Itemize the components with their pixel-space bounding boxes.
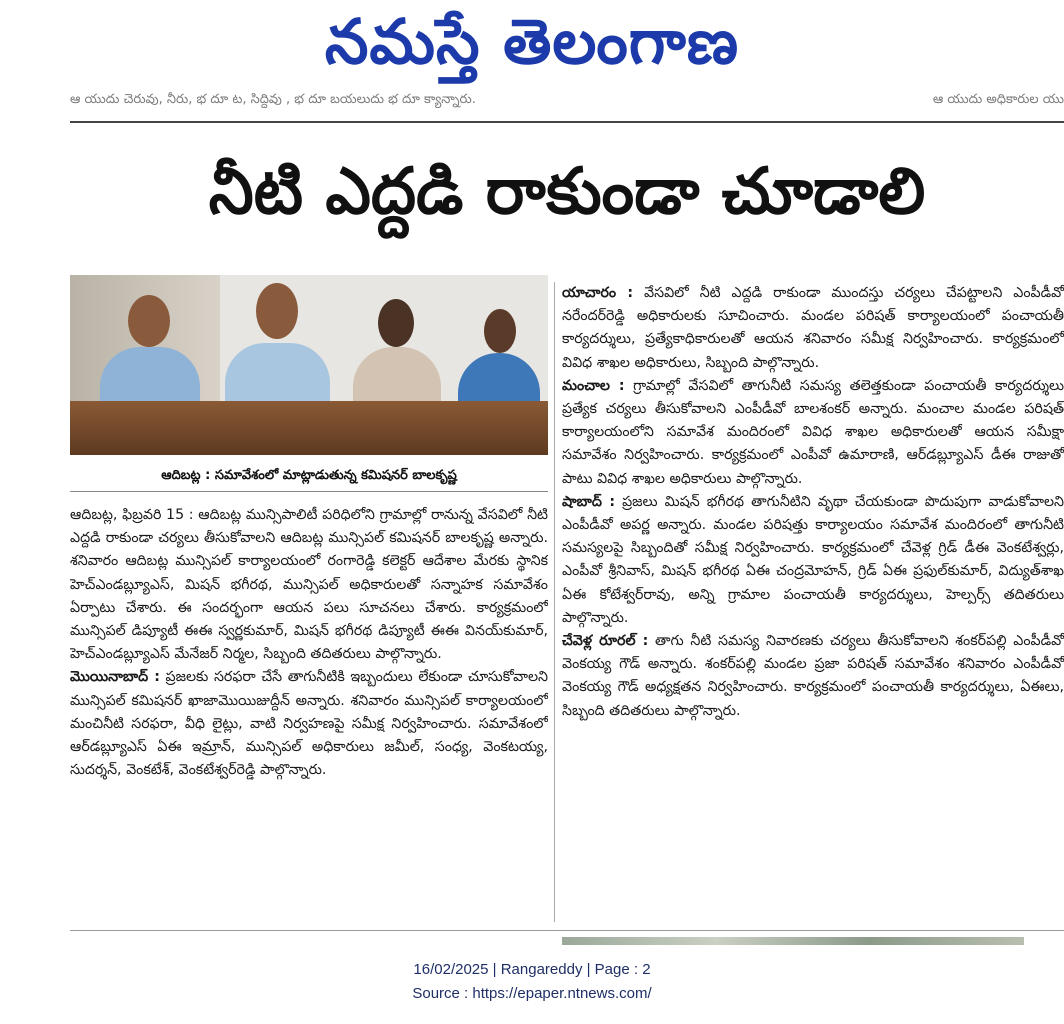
para-text: గ్రామాల్లో వేసవిలో తాగునీటి సమస్య తలెత్తకుండా పంచాయతీ కార్యదర్శులు ప్రత్యేక చర్యలు తీసుకోవాలని ఎంపీడీవో బాలశంకర్ అన్నారు. మంచాల మండల పరిషత్ కార్యాలయంలోని సమావేశ మందిరంలో వివిధ శాఖల అధికారులతో ఆయన సమీక్షా సమావేశం నిర్వహించారు. కార్యక్రమంలో ఎంపీవో ఉమారాణి, ఆర్‌డబ్ల్యూఎస్ డీఈ రాజుతో పాటు వివిధ శాఖల అధికారులు పాల్గొన్నారు. (562, 377, 1064, 487)
top-strip-right: ఆ యుదు అధికారుల యు (932, 92, 1064, 107)
photo-head-4 (484, 309, 516, 353)
photo-head-3 (378, 299, 414, 347)
top-strip-left: ఆ యుదు చెరువు, నీరు, భ దూ ట, సిద్దివు , భ దూ బయలుదు భ దూ క్యాన్నారు. (70, 92, 476, 107)
para-text: వేసవిలో నీటి ఎద్దడి రాకుండా ముందస్తు చర్యలు చేపట్టాలని ఎంపీడీవో నరేందర్‌రెడ్డి అధికారులకు సూచించారు. మండల పరిషత్ కార్యాలయంలో పంచాయతీ కార్యదర్శులు, ప్రత్యేకాధికారులతో ఆయన శనివారం సమీక్ష నిర్వహించారు. కార్యక్రమంలో వివిధ శాఖల అధికారులు, సిబ్బంది పాల్గొన్నారు. (562, 285, 1064, 371)
right-para-2 (562, 375, 1064, 491)
place-name: షాబాద్ : (562, 493, 616, 510)
top-strip (70, 92, 1064, 114)
footer-date-edition: 16/02/2025 | Rangareddy | Page : 2 (413, 961, 651, 978)
footer-source: Source : https://epaper.ntnews.com/ (412, 985, 652, 1002)
right-column (562, 282, 1064, 922)
footer (0, 958, 1064, 1006)
para-text: ప్రజలు మిషన్ భగీరథ తాగునీటిని వృథా చేయకుండా పొదుపుగా వాడుకోవాలని ఎంపీడీవో అపర్ణ అన్నారు. మండల పరిషత్తు కార్యాలయం సమావేశ మందిరంలో తాగునీటి సమస్యలపై సిబ్బందితో సమీక్ష నిర్వహించారు. కార్యక్రమంలో చేవెళ్ల గ్రిడ్ డీఈ వెంకటేశ్వర్లు, ఎంపీవో శ్రీనివాస్, మిషన్ భగీరథ ఏఈ చంద్రమోహన్, గ్రిడ్ ఏఈ ప్రఫుల్‌కుమార్, విద్యుత్‌శాఖ ఏఈ కోటేశ్వర్‌రావు, అన్ని గ్రామాల పంచాయతీ కార్యదర్శులు, హెల్పర్స్ తదితరులు పాల్గొన్నారు. (562, 493, 1064, 626)
right-para-3 (562, 491, 1064, 630)
place-name: యాచారం : (562, 285, 634, 301)
place-name: మంచాల : (562, 377, 625, 394)
masthead-title: నమస్తే తెలంగాణ (324, 5, 740, 78)
photo-head-2 (256, 283, 298, 339)
left-para-2 (70, 666, 548, 782)
top-rule (70, 121, 1064, 123)
photo-table (70, 401, 548, 455)
column-divider (554, 282, 555, 922)
left-column (70, 504, 548, 919)
photo-head-1 (128, 295, 170, 347)
para-text: ప్రజలకు సరఫరా చేసే తాగునీటికి ఇబ్బందులు లేకుండా చూసుకోవాలని మున్సిపల్ కమిషనర్ ఖాజామొయిజుద్దీన్ అన్నారు. శనివారం మున్సిపల్ కార్యాలయంలో మంచినీటి సరఫరా, వీధి లైట్లు, వాటి నిర్వహణపై సమీక్ష నిర్వహించారు. సమావేశంలో ఆర్‌డబ్ల్యూఎస్ ఏఈ ఇమ్రాన్, మున్సిపల్ అధికారులు జమీల్, సంధ్య, వెంకటయ్య, సుదర్శన్, వెంకటేశ్, వెంకటేశ్వర్‌రెడ్డి పాల్గొన్నారు. (70, 669, 548, 779)
headline: నీటి ఎద్దడి రాకుండా చూడాలి (208, 155, 926, 229)
news-photo (70, 275, 548, 455)
photo-caption: ఆదిబట్ల : సమావేశంలో మాట్లాడుతున్న కమిషనర్ బాలకృష్ణ (70, 461, 548, 492)
place-name: మొయినాబాద్ : (70, 669, 160, 686)
left-para-1 (70, 504, 548, 666)
right-para-4 (562, 630, 1064, 723)
bottom-rule (70, 930, 1064, 931)
next-article-photo-strip (562, 937, 1024, 945)
para-text: ఆదిబట్ల, ఫిబ్రవరి 15 : ఆదిబట్ల మున్సిపాలిటీ పరిధిలోని గ్రామాల్లో రానున్న వేసవిలో నీటి ఎద్దడి రాకుండా చర్యలు తీసుకోవాలని ఆదిబట్ల మున్సిపల్ కమిషనర్ బాలకృష్ణ అన్నారు. శనివారం ఆదిబట్ల మున్సిపల్ కార్యాలయంలో రంగారెడ్డి కలెక్టర్ ఆదేశాల మేరకు స్థానిక హెచ్ఎండబ్ల్యూఎస్, మిషన్ భగీరథ, మున్సిపల్ అధికారులతో సన్నాహక సమావేశం ఏర్పాటు చేశారు. ఈ సందర్భంగా ఆయన పలు సూచనలు చేశారు. కార్యక్రమంలో మున్సిపల్ డిప్యూటీ ఈఈ స్వర్ణకుమార్, మిషన్ భగీరథ డిప్యూటీ ఈఈ వినయ్‌కుమార్, హెచ్ఎండబ్ల్యూఎస్ మేనేజర్ నిర్మల, సిబ్బంది తదితరులు పాల్గొన్నారు. (70, 507, 548, 663)
masthead (0, 2, 1064, 82)
para-text: తాగు నీటి సమస్య నివారణకు చర్యలు తీసుకోవాలని శంకర్‌పల్లి ఎంపీడీవో వెంకయ్య గౌడ్ అన్నారు. శంకర్‌పల్లి మండల ప్రజా పరిషత్ సమావేశం శనివారం ఎంపీడీవో వెంకయ్య గౌడ్ అధ్యక్షతన నిర్వహించారు. కార్యక్రమంలో పంచాయతీ కార్యదర్శులు, ఏఈలు, సిబ్బంది తదితరులు పాల్గొన్నారు. (562, 633, 1064, 719)
right-para-1 (562, 282, 1064, 375)
place-name: చేవెళ్ల రూరల్ : (562, 633, 649, 650)
